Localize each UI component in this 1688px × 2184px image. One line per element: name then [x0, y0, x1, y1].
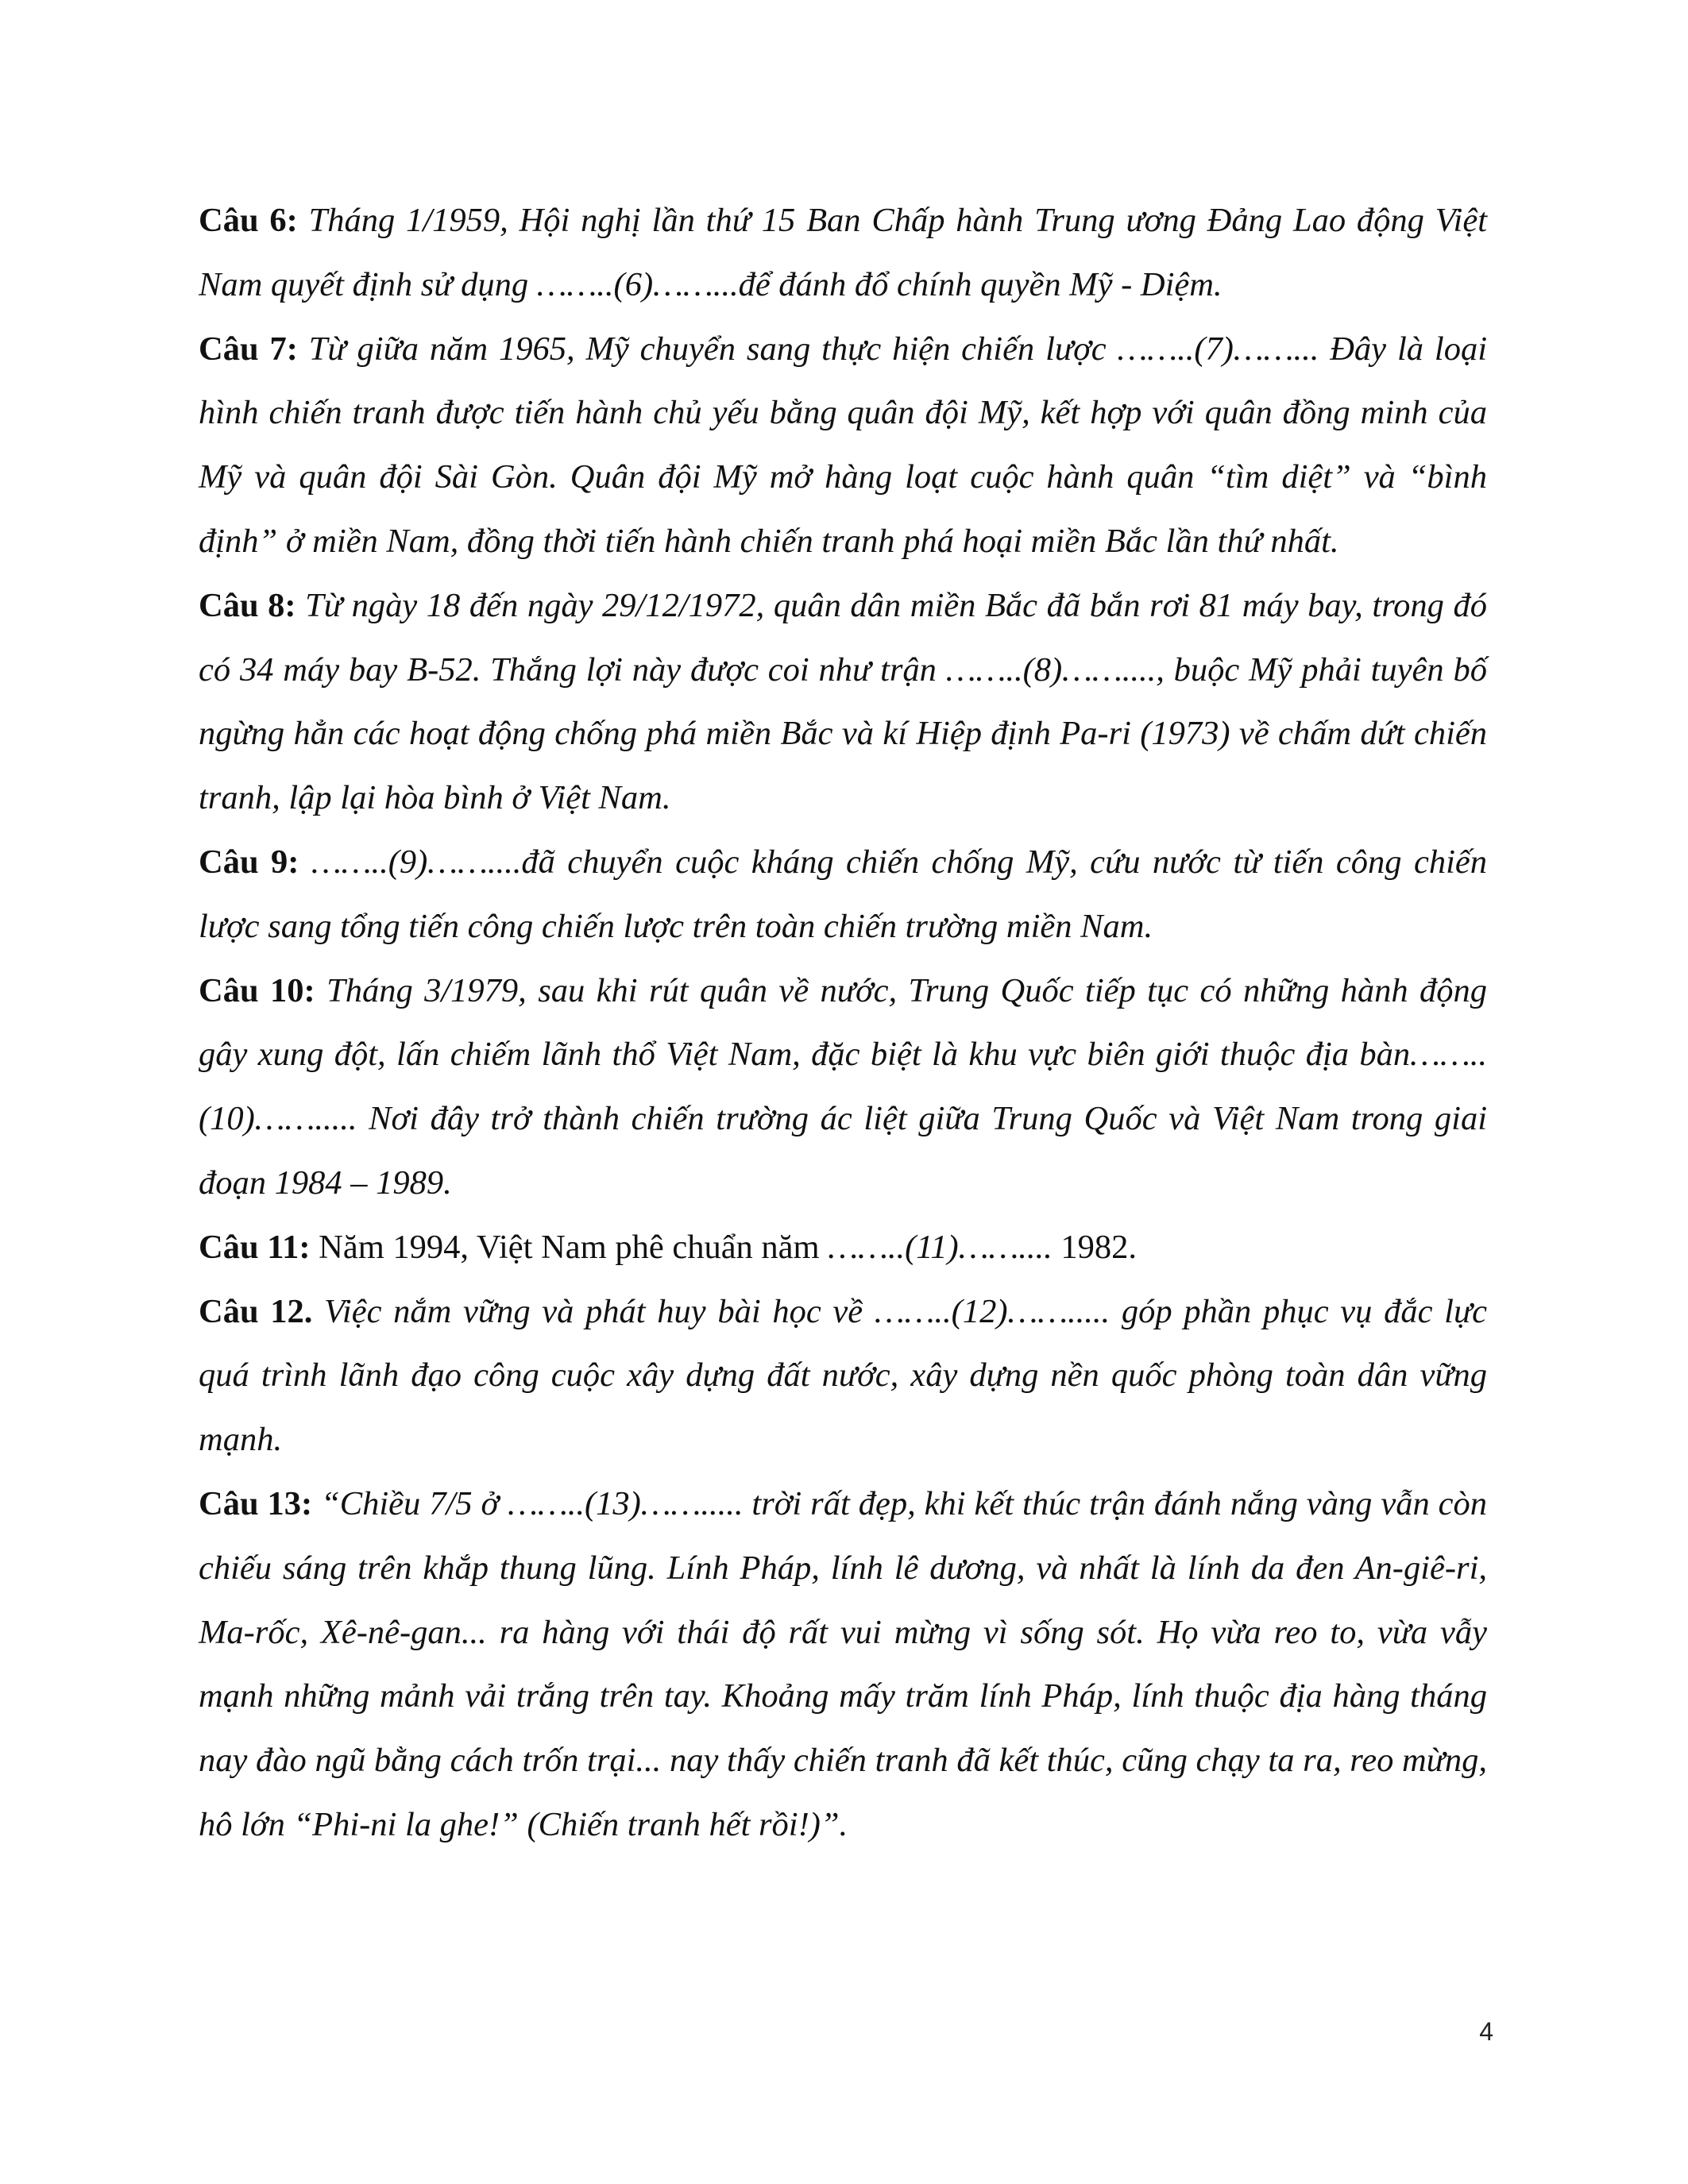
question-text-plain: Năm 1994, Việt Nam phê chuẩn năm — [319, 1228, 829, 1266]
question-text: Từ ngày 18 đến ngày 29/12/1972, quân dân miền Bắc đã bắn rơi 81 máy bay, trong đó có 34 máy bay B-52. Thắng lợi này được coi như trận ……..(8)……...., buộc Mỹ phải tuyên bố ngừng hẳn các hoạt động chống phá miền Bắc và kí Hiệp định Pa-ri (1973) về chấm dứt chiến tranh, lập lại hòa bình ở Việt Nam. — [199, 586, 1488, 817]
question-label: Câu 8: — [199, 586, 296, 624]
question-label: Câu 12. — [199, 1292, 313, 1330]
question-8 — [199, 574, 1487, 831]
question-11 — [199, 1216, 1487, 1280]
question-label: Câu 7: — [199, 330, 298, 368]
page-number: 4 — [1479, 2017, 1493, 2046]
question-13 — [199, 1472, 1487, 1858]
question-text: ……..(9)……....đã chuyển cuộc kháng chiến chống Mỹ, cứu nước từ tiến công chiến lược sang tổng tiến công chiến lược trên toàn chiến trường miền Nam. — [199, 843, 1488, 945]
question-text: Tháng 1/1959, Hội nghị lần thứ 15 Ban Chấp hành Trung ương Đảng Lao động Việt Nam quyết định sử dụng ……..(6)……...để đánh đổ chính quyền Mỹ - Diệm. — [199, 202, 1488, 303]
question-text: “Chiều 7/5 ở ……..(13)……..... trời rất đẹp, khi kết thúc trận đánh nắng vàng vẫn còn chiếu sáng trên khắp thung lũng. Lính Pháp, lính lê dương, và nhất là lính da đen An-giê-ri, Ma-rốc, Xê-nê-gan... ra hàng với thái độ rất vui mừng vì sống sót. Họ vừa reo to, vừa vẫy mạnh những mảnh vải trắng trên tay. Khoảng mấy trăm lính Pháp, lính thuộc địa hàng tháng nay đào ngũ bằng cách trốn trại... nay thấy chiến tranh đã kết thúc, cũng chạy ta ra, reo mừng, hô lớn “Phi-ni la ghe!” (Chiến tranh hết rồi!)”. — [199, 1484, 1488, 1843]
document-page — [199, 189, 1487, 1858]
question-label: Câu 13: — [199, 1484, 313, 1522]
question-text: Việc nắm vững và phát huy bài học về ……..(12)……..... góp phần phục vụ đắc lực quá trình lãnh đạo công cuộc xây dựng đất nước, xây dựng nền quốc phòng toàn dân vững mạnh. — [199, 1292, 1488, 1459]
question-label: Câu 6: — [199, 202, 298, 239]
question-6 — [199, 189, 1487, 318]
question-9 — [199, 831, 1487, 959]
question-label: Câu 10: — [199, 971, 315, 1009]
question-7 — [199, 318, 1487, 574]
question-blank: ……..(11)…….... — [828, 1228, 1053, 1266]
question-12 — [199, 1280, 1487, 1472]
question-text-plain-end: 1982. — [1052, 1228, 1138, 1266]
question-10 — [199, 959, 1487, 1216]
question-text: Từ giữa năm 1965, Mỹ chuyển sang thực hiện chiến lược ……..(7)……... Đây là loại hình chiến tranh được tiến hành chủ yếu bằng quân đội Mỹ, kết hợp với quân đồng minh của Mỹ và quân đội Sài Gòn. Quân đội Mỹ mở hàng loạt cuộc hành quân “tìm diệt” và “bình định” ở miền Nam, đồng thời tiến hành chiến tranh phá hoại miền Bắc lần thứ nhất. — [199, 330, 1488, 560]
question-text: Tháng 3/1979, sau khi rút quân về nước, Trung Quốc tiếp tục có những hành động gây xung đột, lấn chiếm lãnh thổ Việt Nam, đặc biệt là khu vực biên giới thuộc địa bàn……..(10)……..... Nơi đây trở thành chiến trường ác liệt giữa Trung Quốc và Việt Nam trong giai đoạn 1984 – 1989. — [199, 971, 1488, 1202]
question-label: Câu 11: — [199, 1228, 311, 1266]
question-label: Câu 9: — [199, 843, 299, 881]
